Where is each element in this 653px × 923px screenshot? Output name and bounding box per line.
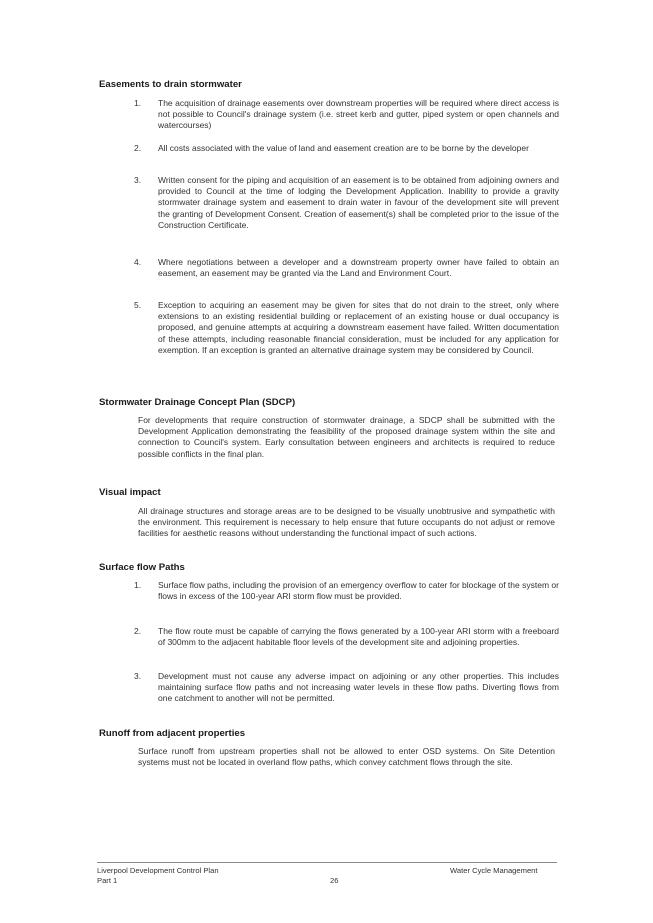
list-text: Where negotiations between a developer and a downstream property owner have failed to obtain an easement, an easement may be granted via the Land and Environment Court. bbox=[158, 257, 559, 279]
paragraph-visual-impact: All drainage structures and storage areas are to be designed to be visually unobtrusive and sympathetic with the environment. This requirement is necessary to help ensure that future occupants do not adjust or remove facilities for aesthetic reasons without understanding the functional impact of such actions. bbox=[138, 506, 555, 539]
section-heading-easements: Easements to drain stormwater bbox=[99, 79, 242, 90]
list-item bbox=[134, 143, 559, 154]
list-item bbox=[134, 580, 559, 602]
section-heading-sdcp: Stormwater Drainage Concept Plan (SDCP) bbox=[99, 397, 296, 408]
paragraph-sdcp: For developments that require construction of stormwater drainage, a SDCP shall be submitted with the Development Application demonstrating the feasibility of the proposed drainage system within the site and connection to Council's system. Early consultation between engineers and architects is required to reduce possible conflicts in the final plan. bbox=[138, 415, 555, 459]
section-heading-runoff: Runoff from adjacent properties bbox=[99, 728, 246, 739]
list-number: 3. bbox=[134, 175, 142, 185]
list-text: The flow route must be capable of carrying the flows generated by a 100-year ARI storm with a freeboard of 300mm to the adjacent habitable floor levels of the development site and adjoining properties. bbox=[158, 626, 559, 648]
footer-chapter: Water Cycle Management bbox=[450, 866, 538, 875]
paragraph-runoff: Surface runoff from upstream properties shall not be allowed to enter OSD systems. On Site Detention systems must not be located in overland flow paths, which convey catchment flows through the site. bbox=[138, 746, 555, 768]
list-text: All costs associated with the value of land and easement creation are to be borne by the developer bbox=[158, 143, 529, 153]
list-number: 3. bbox=[134, 671, 142, 681]
list-number: 2. bbox=[134, 626, 142, 636]
list-item bbox=[134, 671, 559, 705]
list-number: 5. bbox=[134, 300, 142, 310]
list-item bbox=[134, 300, 559, 356]
list-text: Written consent for the piping and acquisition of an easement is to be obtained from adjoining owners and provided to Council at the time of lodging the Development Application. Inability to provide a gravity stormwater drainage system and easement to drain water in favour of the development site will prevent the granting of Development Consent. Creation of easement(s) shall be completed prior to the issue of the Construction Certificate. bbox=[158, 175, 559, 230]
list-number: 1. bbox=[134, 580, 142, 590]
list-text: The acquisition of drainage easements over downstream properties will be required where direct access is not possible to Council's drainage system (i.e. street kerb and gutter, piped system or open channels and watercourses) bbox=[158, 98, 559, 131]
list-number: 2. bbox=[134, 143, 142, 153]
list-item bbox=[134, 175, 559, 231]
section-heading-surface-flow: Surface flow Paths bbox=[99, 562, 185, 573]
list-number: 1. bbox=[134, 98, 142, 108]
footer-part: Part 1 bbox=[97, 876, 118, 885]
list-text: Surface flow paths, including the provision of an emergency overflow to cater for blockage of the system or flows in excess of the 100-year ARI storm flow must be provided. bbox=[158, 580, 559, 602]
list-text: Exception to acquiring an easement may be given for sites that do not drain to the street, only where extensions to an existing residential building or replacement of an existing house or dual occupancy is proposed, and genuine attempts at acquiring a downstream easement have failed. Written documentation of these attempts, including reasonable financial consideration, must be included for any application for exemption. If an exception is granted an alternative drainage system may be considered by Council. bbox=[158, 300, 559, 355]
list-item bbox=[134, 98, 559, 132]
section-heading-visual-impact: Visual impact bbox=[99, 487, 161, 498]
list-number: 4. bbox=[134, 257, 142, 267]
page-number: 26 bbox=[330, 876, 339, 885]
footer-title: Liverpool Development Control Plan bbox=[97, 866, 219, 875]
footer-divider bbox=[97, 862, 557, 863]
list-text: Development must not cause any adverse impact on adjoining or any other properties. This includes maintaining surface flow paths and not increasing water levels in these flow paths. Diverting flows from one catchment to another will not be permitted. bbox=[158, 671, 559, 704]
list-item bbox=[134, 257, 559, 279]
list-item bbox=[134, 626, 559, 648]
